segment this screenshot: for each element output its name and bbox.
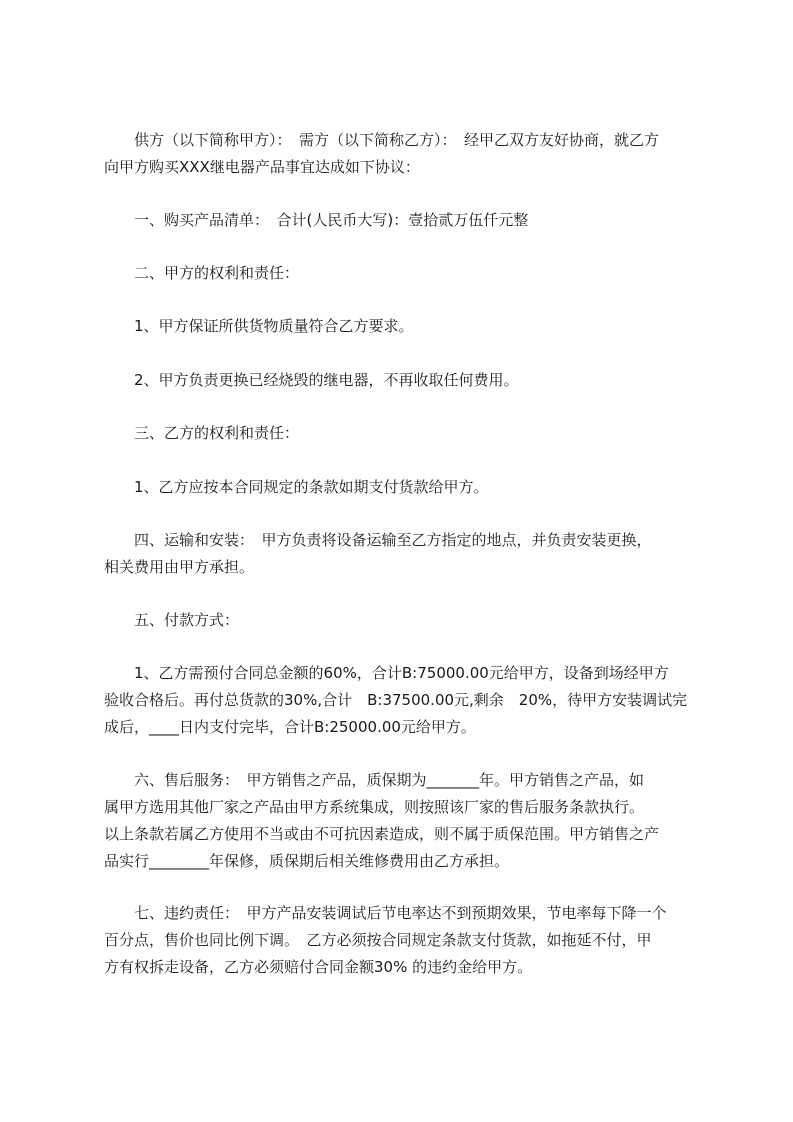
section-1-line: 一、购买产品清单： 合计(人民币大写)：壹拾贰万伍仟元整 — [104, 211, 529, 229]
section-2-item-1 — [104, 313, 704, 340]
intro-line-2: 向甲方购买XXX继电器产品事宜达成如下协议： — [104, 158, 420, 176]
section-3-item-1-line: 1、乙方应按本合同规定的条款如期支付货款给甲方。 — [104, 478, 489, 496]
section-5-line-2: 验收合格后。再付总货款的30%,合计 B:37500.00元,剩余 20%，待甲方安装调试完 — [104, 691, 688, 709]
section-7-line-3: 方有权拆走设备，乙方必须赔付合同金额30% 的违约金给甲方。 — [104, 958, 533, 976]
section-2-item-2-line: 2、甲方负责更换已经烧毁的继电器，不再收取任何费用。 — [104, 371, 519, 389]
section-5-heading — [104, 607, 704, 634]
section-5-heading-line: 五、付款方式： — [104, 611, 240, 629]
section-4-line-1: 四、运输和安装： 甲方负责将设备运输至乙方指定的地点，并负责安装更换， — [104, 531, 652, 549]
section-6-line-4: 品实行________年保修，质保期后相关维修费用由乙方承担。 — [104, 852, 510, 870]
section-4-transport — [104, 527, 704, 581]
section-5-payment-terms — [104, 660, 704, 741]
section-6-line-3: 以上条款若属乙方使用不当或由不可抗因素造成，则不属于质保范围。甲方销售之产 — [104, 825, 660, 843]
section-4-line-2: 相关费用由甲方承担。 — [104, 558, 255, 576]
section-2-heading — [104, 260, 704, 287]
section-7-line-1: 七、违约责任： 甲方产品安装调试后节电率达不到预期效果，节电率每下降一个 — [104, 904, 667, 922]
section-3-item-1 — [104, 474, 704, 501]
section-5-line-1: 1、乙方需预付合同总金额的60%，合计B:75000.00元给甲方，设备到场经甲方 — [104, 664, 669, 682]
section-1-purchase-list — [104, 207, 704, 234]
section-6-line-2: 属甲方选用其他厂家之产品由甲方系统集成，则按照该厂家的售后服务条款执行。 — [104, 798, 645, 816]
section-3-heading — [104, 420, 704, 447]
section-2-heading-line: 二、甲方的权利和责任： — [104, 264, 300, 282]
section-7-liability — [104, 900, 704, 981]
section-6-line-1: 六、售后服务： 甲方销售之产品，质保期为_______年。甲方销售之产品，如 — [104, 771, 645, 789]
section-6-after-sales — [104, 767, 704, 875]
section-7-line-2: 百分点，售价也同比例下调。 乙方必须按合同规定条款支付货款，如拖延不付，甲 — [104, 931, 652, 949]
intro-paragraph — [104, 127, 704, 181]
intro-line-1: 供方（以下简称甲方）： 需方（以下简称乙方）： 经甲乙双方友好协商，就乙方 — [104, 131, 660, 149]
section-3-heading-line: 三、乙方的权利和责任： — [104, 424, 300, 442]
section-2-item-2 — [104, 367, 704, 394]
section-5-line-3: 成后，____日内支付完毕，合计B:25000.00元给甲方。 — [104, 718, 476, 736]
section-2-item-1-line: 1、甲方保证所供货物质量符合乙方要求。 — [104, 317, 414, 335]
